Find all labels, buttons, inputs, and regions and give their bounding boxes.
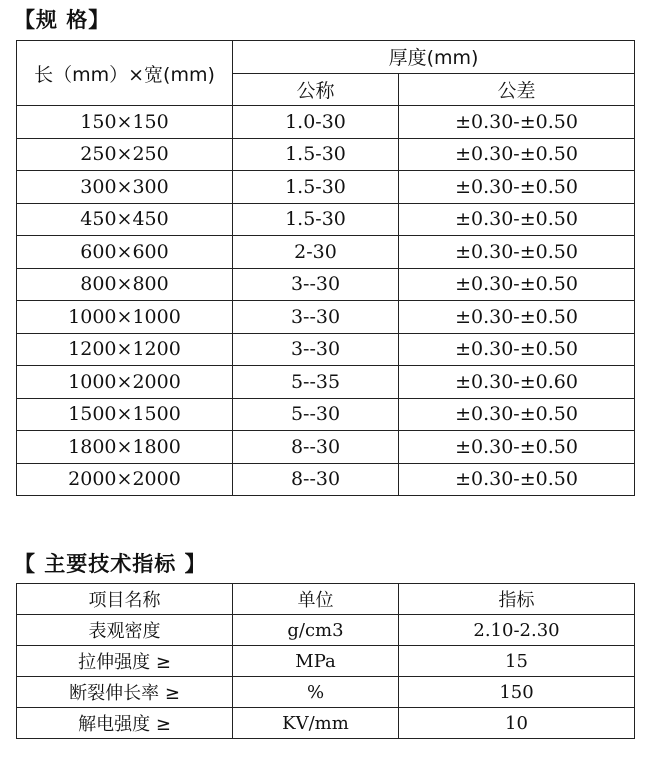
- spec-row: [17, 398, 635, 431]
- item-name-cell: 断裂伸长率 ≥: [17, 677, 233, 708]
- tech-row: [17, 646, 635, 677]
- tolerance-cell: ±0.30-±0.60: [399, 366, 635, 399]
- value-cell: 2.10-2.30: [399, 615, 635, 646]
- size-cell: 1500×1500: [17, 398, 233, 431]
- tolerance-cell: ±0.30-±0.50: [399, 431, 635, 464]
- nominal-cell: 5--35: [233, 366, 399, 399]
- nominal-cell: 3--30: [233, 268, 399, 301]
- unit-cell: KV/mm: [233, 708, 399, 739]
- size-cell: 1200×1200: [17, 333, 233, 366]
- unit-header: 单位: [233, 584, 399, 615]
- size-cell: 150×150: [17, 106, 233, 139]
- value-cell: 10: [399, 708, 635, 739]
- value-header: 指标: [399, 584, 635, 615]
- nominal-cell: 1.5-30: [233, 138, 399, 171]
- nominal-cell: 2-30: [233, 236, 399, 269]
- size-cell: 300×300: [17, 171, 233, 204]
- spec-row: [17, 431, 635, 464]
- item-name-cell: 解电强度 ≥: [17, 708, 233, 739]
- tech-row: [17, 615, 635, 646]
- unit-cell: %: [233, 677, 399, 708]
- spec-row: [17, 463, 635, 496]
- tech-row: [17, 677, 635, 708]
- nominal-cell: 5--30: [233, 398, 399, 431]
- spec-header-row: [17, 41, 635, 74]
- size-cell: 1800×1800: [17, 431, 233, 464]
- size-cell: 2000×2000: [17, 463, 233, 496]
- tech-section-title: 【 主要技术指标 】: [14, 552, 207, 576]
- spec-table: [16, 40, 635, 496]
- spec-row: [17, 203, 635, 236]
- item-name-cell: 表观密度: [17, 615, 233, 646]
- size-cell: 450×450: [17, 203, 233, 236]
- unit-cell: MPa: [233, 646, 399, 677]
- spec-row: [17, 236, 635, 269]
- tolerance-cell: ±0.30-±0.50: [399, 106, 635, 139]
- thickness-header: 厚度(mm): [233, 41, 635, 74]
- spec-row: [17, 366, 635, 399]
- tolerance-cell: ±0.30-±0.50: [399, 398, 635, 431]
- size-cell: 800×800: [17, 268, 233, 301]
- nominal-cell: 3--30: [233, 301, 399, 334]
- value-cell: 15: [399, 646, 635, 677]
- nominal-cell: 1.0-30: [233, 106, 399, 139]
- spec-row: [17, 138, 635, 171]
- nominal-header: 公称: [233, 73, 399, 106]
- spec-row: [17, 301, 635, 334]
- tolerance-cell: ±0.30-±0.50: [399, 203, 635, 236]
- size-cell: 1000×2000: [17, 366, 233, 399]
- tolerance-cell: ±0.30-±0.50: [399, 268, 635, 301]
- item-name-cell: 拉伸强度 ≥: [17, 646, 233, 677]
- item-name-header: 项目名称: [17, 584, 233, 615]
- size-cell: 600×600: [17, 236, 233, 269]
- tolerance-cell: ±0.30-±0.50: [399, 138, 635, 171]
- nominal-cell: 3--30: [233, 333, 399, 366]
- tolerance-cell: ±0.30-±0.50: [399, 463, 635, 496]
- spec-row: [17, 106, 635, 139]
- tolerance-cell: ±0.30-±0.50: [399, 171, 635, 204]
- spec-section-title: 【规 格】: [14, 8, 111, 32]
- nominal-cell: 1.5-30: [233, 203, 399, 236]
- size-header: 长（mm）×宽(mm): [17, 41, 233, 106]
- size-cell: 1000×1000: [17, 301, 233, 334]
- tolerance-cell: ±0.30-±0.50: [399, 236, 635, 269]
- spec-row: [17, 268, 635, 301]
- spec-row: [17, 333, 635, 366]
- nominal-cell: 8--30: [233, 463, 399, 496]
- spec-row: [17, 171, 635, 204]
- tolerance-header: 公差: [399, 73, 635, 106]
- nominal-cell: 1.5-30: [233, 171, 399, 204]
- tech-header-row: [17, 584, 635, 615]
- value-cell: 150: [399, 677, 635, 708]
- size-cell: 250×250: [17, 138, 233, 171]
- unit-cell: g/cm3: [233, 615, 399, 646]
- tolerance-cell: ±0.30-±0.50: [399, 333, 635, 366]
- tech-table: [16, 583, 635, 739]
- tech-row: [17, 708, 635, 739]
- nominal-cell: 8--30: [233, 431, 399, 464]
- tolerance-cell: ±0.30-±0.50: [399, 301, 635, 334]
